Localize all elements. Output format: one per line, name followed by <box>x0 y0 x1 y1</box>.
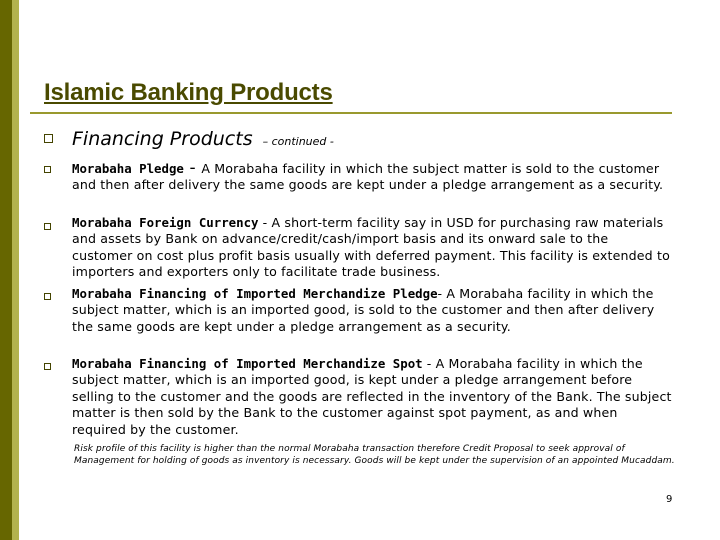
item-text: A Morabaha facility in which the subject matter is sold to the customer and then after delivery the same goods are kept under a pledge arrangement as a security. <box>72 161 664 193</box>
item-term: Morabaha Foreign Currency <box>72 215 259 230</box>
risk-note: Risk profile of this facility is higher than the normal Morabaha transaction therefore Credit Proposal to seek approval of Management for holding of goods as inventory is necessary. Goods will be kept under the supervision of an appointed Mucaddam. <box>74 444 675 467</box>
item-separator: - <box>422 356 436 371</box>
slide-title: Islamic Banking Products <box>44 79 333 106</box>
sidebar-light-stripe <box>12 0 19 540</box>
square-bullet-icon <box>44 363 51 370</box>
page-number: 9 <box>666 494 673 505</box>
item-text: A Morabaha facility in which the subject matter, which is an imported good, is kept under a pledge arrangement before selling to the customer and the goods are reflected in the inventory of the Bank. The subject matter is then sold by the Bank to the customer against spot payment, as and when required by the customer. <box>72 356 672 437</box>
square-bullet-icon <box>44 293 51 300</box>
section-heading-text: Financing Products <box>72 128 253 150</box>
square-bullet-icon <box>44 166 51 173</box>
item-term: Morabaha Financing of Imported Merchandize Spot <box>72 356 423 371</box>
section-heading <box>72 128 334 150</box>
item-separator: - <box>437 286 447 301</box>
item-separator: - <box>183 158 202 178</box>
item-text: A Morabaha facility in which the subject matter, which is an imported good, is sold to the customer and then after delivery the same goods are kept under a pledge arrangement as a security. <box>72 286 655 334</box>
item-text: A short-term facility say in USD for purchasing raw materials and assets by Bank on advance/credit/cash/import basis and its onward sale to the customer on cost plus profit basis usually with deferred payment. This facility is extended to importers and exporters only to facilitate trade business. <box>72 215 670 280</box>
title-underline-rule <box>30 112 672 114</box>
square-bullet-icon <box>44 223 51 230</box>
section-heading-suffix: – continued - <box>262 135 334 148</box>
sidebar-dark-stripe <box>0 0 12 540</box>
list-item <box>72 215 672 281</box>
item-separator: - <box>258 215 272 230</box>
list-item <box>72 286 672 335</box>
item-term: Morabaha Financing of Imported Merchandize Pledge <box>72 286 438 301</box>
item-term: Morabaha Pledge <box>72 161 184 176</box>
square-bullet-icon <box>44 134 53 143</box>
list-item <box>72 356 672 438</box>
list-item <box>72 160 672 194</box>
